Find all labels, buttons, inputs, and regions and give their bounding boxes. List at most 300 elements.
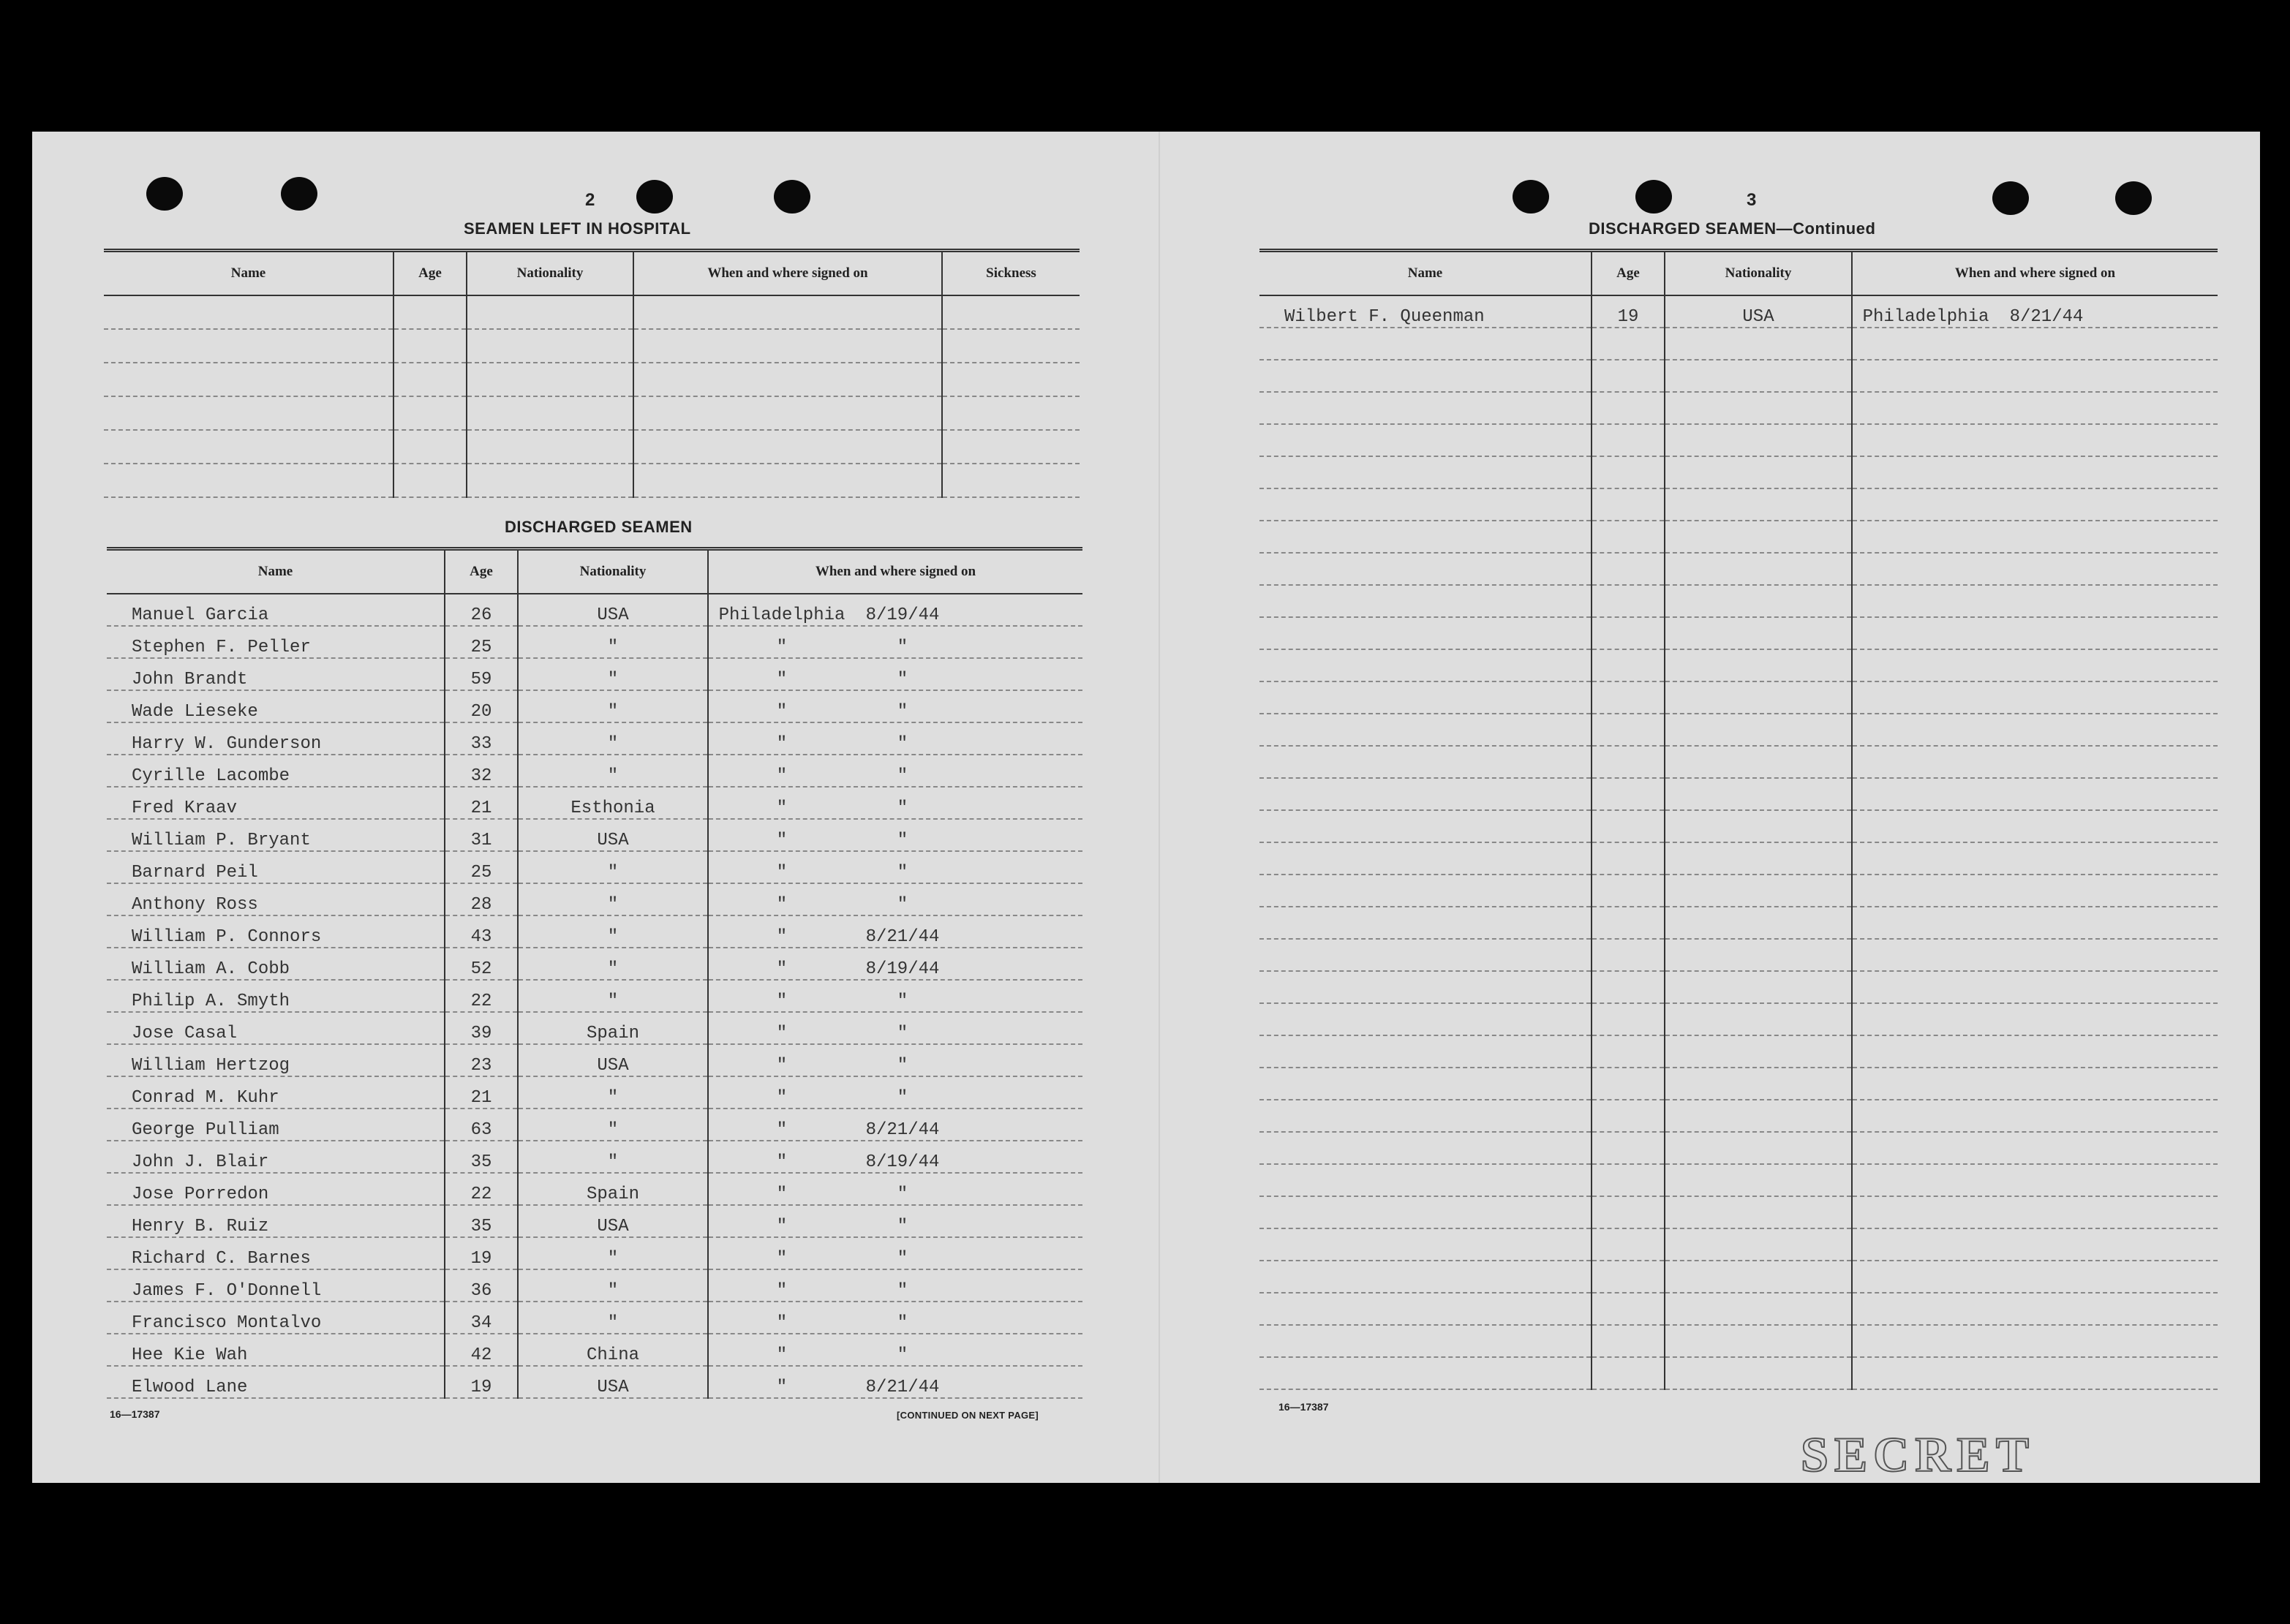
seaman-nationality: China <box>518 1334 708 1366</box>
document-sheet <box>32 132 2260 1483</box>
blank-row <box>1259 617 2218 649</box>
secret-stamp: SECRET <box>1801 1427 2035 1482</box>
table-row <box>107 883 1082 915</box>
signed-on-cell <box>1852 295 2218 328</box>
table-cell <box>1665 392 1852 424</box>
seaman-name: Fred Kraav <box>107 787 445 819</box>
table-cell <box>1592 1228 1665 1261</box>
table-row <box>104 295 1080 329</box>
table-cell <box>1592 649 1665 681</box>
table-cell <box>1852 1261 2218 1293</box>
table-cell <box>393 363 467 396</box>
seaman-nationality: " <box>518 626 708 658</box>
table-row <box>107 1044 1082 1076</box>
seaman-nationality: " <box>518 980 708 1012</box>
table-cell <box>1259 971 1592 1003</box>
table-cell <box>1665 328 1852 360</box>
blank-row <box>1259 488 2218 521</box>
signed-on-place: " <box>776 1281 788 1301</box>
table-cell <box>1665 1325 1852 1357</box>
seaman-nationality: USA <box>518 594 708 626</box>
signed-on-cell <box>708 915 1082 948</box>
signed-on-date: " <box>897 702 908 722</box>
table-cell <box>1852 875 2218 907</box>
signed-on-place: " <box>776 831 788 850</box>
blank-row <box>1259 907 2218 939</box>
table-cell <box>1665 1261 1852 1293</box>
blank-row <box>1259 424 2218 456</box>
page-number: 3 <box>1747 190 1757 210</box>
table-cell <box>1852 810 2218 842</box>
blank-row <box>1259 746 2218 778</box>
table-cell <box>1259 328 1592 360</box>
seaman-nationality: " <box>518 851 708 883</box>
seaman-name: Conrad M. Kuhr <box>107 1076 445 1109</box>
punch-hole <box>1635 180 1672 214</box>
blank-row <box>1259 1357 2218 1389</box>
signed-on-place: " <box>776 702 788 722</box>
blank-row <box>1259 521 2218 553</box>
blank-row <box>1259 1068 2218 1100</box>
blank-row <box>1259 585 2218 617</box>
signed-on-place: " <box>776 1152 788 1172</box>
blank-row <box>1259 681 2218 714</box>
table-cell <box>1592 971 1665 1003</box>
table-cell <box>1592 714 1665 746</box>
table-cell <box>1259 1357 1592 1389</box>
signed-on-cell <box>708 1044 1082 1076</box>
table-cell <box>1665 585 1852 617</box>
column-header-signed-on: When and where signed on <box>1852 251 2218 296</box>
signed-on-cell <box>708 819 1082 851</box>
table-row <box>107 755 1082 787</box>
table-cell <box>1259 424 1592 456</box>
seaman-name: Jose Casal <box>107 1012 445 1044</box>
table-cell <box>1259 521 1592 553</box>
signed-on-date: " <box>897 992 908 1011</box>
table-cell <box>1665 939 1852 971</box>
blank-row <box>1259 1003 2218 1035</box>
table-cell <box>1259 907 1592 939</box>
table-row <box>107 980 1082 1012</box>
table-cell <box>1665 521 1852 553</box>
signed-on-place: " <box>776 1313 788 1333</box>
table-cell <box>467 396 633 430</box>
table-cell <box>104 430 393 464</box>
blank-row <box>1259 810 2218 842</box>
column-header-nationality: Nationality <box>467 251 633 296</box>
table-cell <box>1592 1164 1665 1196</box>
signed-on-cell <box>708 1366 1082 1398</box>
table-cell <box>1852 553 2218 585</box>
seaman-name: Francisco Montalvo <box>107 1302 445 1334</box>
table-row <box>107 851 1082 883</box>
signed-on-date: " <box>897 831 908 850</box>
table-cell <box>1592 842 1665 875</box>
seaman-age: 59 <box>445 658 518 690</box>
signed-on-place: " <box>776 1088 788 1108</box>
right-page <box>1159 132 2260 1483</box>
table-cell <box>1592 1325 1665 1357</box>
table-cell <box>1592 617 1665 649</box>
seaman-age: 21 <box>445 1076 518 1109</box>
seaman-nationality: " <box>518 1141 708 1173</box>
signed-on-date: 8/19/44 <box>865 959 940 979</box>
table-cell <box>1852 842 2218 875</box>
signed-on-place: " <box>776 798 788 818</box>
signed-on-date: " <box>897 734 908 754</box>
seaman-age: 36 <box>445 1269 518 1302</box>
table-cell <box>1592 1068 1665 1100</box>
table-cell <box>467 464 633 497</box>
seaman-name: Stephen F. Peller <box>107 626 445 658</box>
table-cell <box>942 363 1080 396</box>
blank-row <box>1259 1293 2218 1325</box>
signed-on-date: " <box>897 895 908 915</box>
blank-row <box>1259 939 2218 971</box>
column-header-age: Age <box>445 549 518 594</box>
table-row <box>107 1269 1082 1302</box>
signed-on-cell <box>708 883 1082 915</box>
table-cell <box>942 396 1080 430</box>
seaman-name: Hee Kie Wah <box>107 1334 445 1366</box>
table-cell <box>1852 585 2218 617</box>
blank-row <box>1259 714 2218 746</box>
table-cell <box>1665 681 1852 714</box>
table-row <box>107 1109 1082 1141</box>
table-cell <box>1259 1196 1592 1228</box>
table-cell <box>1852 1100 2218 1132</box>
signed-on-date: 8/21/44 <box>865 927 940 947</box>
signed-on-cell <box>708 594 1082 626</box>
seaman-nationality: " <box>518 1269 708 1302</box>
punch-hole <box>636 180 673 214</box>
table-cell <box>1259 714 1592 746</box>
signed-on-cell <box>708 722 1082 755</box>
table-cell <box>1852 907 2218 939</box>
signed-on-cell <box>708 1173 1082 1205</box>
table-row <box>107 915 1082 948</box>
table-cell <box>1259 488 1592 521</box>
table-cell <box>1665 810 1852 842</box>
seaman-nationality: " <box>518 658 708 690</box>
table-cell <box>1259 617 1592 649</box>
seaman-age: 63 <box>445 1109 518 1141</box>
seaman-nationality: USA <box>1665 295 1852 328</box>
table-row <box>107 594 1082 626</box>
seaman-age: 22 <box>445 980 518 1012</box>
table-cell <box>1259 1293 1592 1325</box>
table-cell <box>1592 456 1665 488</box>
punch-hole <box>774 180 810 214</box>
table-row <box>104 363 1080 396</box>
table-row <box>1259 295 2218 328</box>
seaman-nationality: " <box>518 1109 708 1141</box>
blank-row <box>1259 1035 2218 1068</box>
blank-row <box>1259 649 2218 681</box>
signed-on-cell <box>708 658 1082 690</box>
table-cell <box>104 329 393 363</box>
seaman-nationality: " <box>518 915 708 948</box>
seaman-age: 23 <box>445 1044 518 1076</box>
signed-on-date: " <box>897 1185 908 1204</box>
table-cell <box>1852 649 2218 681</box>
table-cell <box>1665 649 1852 681</box>
signed-on-place: " <box>776 638 788 657</box>
table-row <box>104 464 1080 497</box>
seaman-age: 35 <box>445 1205 518 1237</box>
table-cell <box>1665 1164 1852 1196</box>
table-cell <box>1665 553 1852 585</box>
table-cell <box>104 464 393 497</box>
signed-on-place: " <box>776 1345 788 1365</box>
punch-hole <box>1992 181 2029 215</box>
table-cell <box>942 329 1080 363</box>
table-cell <box>1852 1228 2218 1261</box>
seaman-age: 25 <box>445 851 518 883</box>
table-cell <box>1592 585 1665 617</box>
form-number: 16—17387 <box>1278 1401 1329 1413</box>
signed-on-place: " <box>776 927 788 947</box>
table-cell <box>1259 392 1592 424</box>
seaman-age: 33 <box>445 722 518 755</box>
table-row <box>104 430 1080 464</box>
table-cell <box>1259 778 1592 810</box>
signed-on-cell <box>708 1237 1082 1269</box>
table-cell <box>633 430 942 464</box>
seaman-age: 39 <box>445 1012 518 1044</box>
table-row <box>107 1302 1082 1334</box>
table-cell <box>467 363 633 396</box>
seaman-name: John J. Blair <box>107 1141 445 1173</box>
page-number: 2 <box>585 190 595 210</box>
seaman-age: 31 <box>445 819 518 851</box>
table-cell <box>1665 778 1852 810</box>
table-cell <box>1665 1357 1852 1389</box>
table-row <box>107 690 1082 722</box>
table-cell <box>1665 617 1852 649</box>
signed-on-date: " <box>897 798 908 818</box>
seaman-nationality: " <box>518 722 708 755</box>
seaman-age: 25 <box>445 626 518 658</box>
table-cell <box>1259 1003 1592 1035</box>
signed-on-date: " <box>897 1024 908 1043</box>
column-header-name: Name <box>107 549 445 594</box>
seaman-name: William A. Cobb <box>107 948 445 980</box>
signed-on-cell <box>708 787 1082 819</box>
hospital-table <box>104 249 1080 498</box>
seaman-name: Richard C. Barnes <box>107 1237 445 1269</box>
signed-on-cell <box>708 980 1082 1012</box>
signed-on-place: " <box>776 863 788 883</box>
table-cell <box>633 329 942 363</box>
blank-row <box>1259 971 2218 1003</box>
table-cell <box>1259 681 1592 714</box>
table-cell <box>1665 488 1852 521</box>
seaman-name: Cyrille Lacombe <box>107 755 445 787</box>
column-header-age: Age <box>1592 251 1665 296</box>
table-cell <box>1665 1003 1852 1035</box>
table-cell <box>1665 1132 1852 1164</box>
seaman-name: Wade Lieseke <box>107 690 445 722</box>
blank-row <box>1259 360 2218 392</box>
signed-on-cell <box>708 1334 1082 1366</box>
column-header-name: Name <box>104 251 393 296</box>
seaman-nationality: USA <box>518 1044 708 1076</box>
table-cell <box>104 295 393 329</box>
seaman-age: 52 <box>445 948 518 980</box>
table-row <box>107 1205 1082 1237</box>
table-cell <box>1665 360 1852 392</box>
table-row <box>107 658 1082 690</box>
table-row <box>107 787 1082 819</box>
seaman-name: William Hertzog <box>107 1044 445 1076</box>
seaman-nationality: " <box>518 1237 708 1269</box>
table-cell <box>1665 1196 1852 1228</box>
blank-row <box>1259 1196 2218 1228</box>
table-cell <box>1665 746 1852 778</box>
signed-on-date: 8/19/44 <box>865 605 940 625</box>
seaman-age: 20 <box>445 690 518 722</box>
seaman-name: George Pulliam <box>107 1109 445 1141</box>
signed-on-date: 8/21/44 <box>865 1120 940 1140</box>
seaman-nationality: Esthonia <box>518 787 708 819</box>
table-cell <box>633 295 942 329</box>
seaman-age: 21 <box>445 787 518 819</box>
signed-on-cell <box>708 755 1082 787</box>
seaman-name: Wilbert F. Queenman <box>1259 295 1592 328</box>
table-cell <box>1665 842 1852 875</box>
table-cell <box>1259 810 1592 842</box>
column-header-sickness: Sickness <box>942 251 1080 296</box>
signed-on-date: " <box>897 1217 908 1236</box>
table-cell <box>1592 681 1665 714</box>
table-cell <box>1852 1357 2218 1389</box>
seaman-nationality: " <box>518 1302 708 1334</box>
table-cell <box>1852 1325 2218 1357</box>
table-cell <box>1665 907 1852 939</box>
table-cell <box>1259 1325 1592 1357</box>
table-cell <box>104 363 393 396</box>
table-cell <box>1852 778 2218 810</box>
signed-on-cell <box>708 690 1082 722</box>
signed-on-place: " <box>776 992 788 1011</box>
signed-on-date: " <box>897 1345 908 1365</box>
seaman-name: Elwood Lane <box>107 1366 445 1398</box>
seaman-age: 32 <box>445 755 518 787</box>
table-cell <box>1259 360 1592 392</box>
table-cell <box>1259 1068 1592 1100</box>
table-cell <box>1852 424 2218 456</box>
table-cell <box>467 295 633 329</box>
table-cell <box>1592 746 1665 778</box>
table-cell <box>1665 424 1852 456</box>
seaman-age: 35 <box>445 1141 518 1173</box>
signed-on-place: Philadelphia <box>718 605 845 625</box>
seaman-nationality: USA <box>518 819 708 851</box>
seaman-age: 28 <box>445 883 518 915</box>
table-cell <box>1852 681 2218 714</box>
blank-row <box>1259 1228 2218 1261</box>
signed-on-date: " <box>897 1313 908 1333</box>
column-header-age: Age <box>393 251 467 296</box>
signed-on-cell <box>708 948 1082 980</box>
table-cell <box>1592 907 1665 939</box>
table-cell <box>1592 1132 1665 1164</box>
signed-on-place: " <box>776 959 788 979</box>
table-cell <box>1665 456 1852 488</box>
table-cell <box>1852 328 2218 360</box>
signed-on-date: " <box>897 1281 908 1301</box>
signed-on-place: " <box>776 895 788 915</box>
table-cell <box>467 329 633 363</box>
seaman-age: 34 <box>445 1302 518 1334</box>
blank-row <box>1259 1132 2218 1164</box>
table-cell <box>393 396 467 430</box>
table-cell <box>942 295 1080 329</box>
seaman-age: 19 <box>445 1366 518 1398</box>
table-cell <box>1259 1132 1592 1164</box>
table-cell <box>1852 360 2218 392</box>
signed-on-date: " <box>897 638 908 657</box>
table-cell <box>1259 456 1592 488</box>
table-cell <box>1852 488 2218 521</box>
seaman-name: John Brandt <box>107 658 445 690</box>
signed-on-place: " <box>776 1249 788 1269</box>
discharged-section-title: DISCHARGED SEAMEN <box>505 518 693 536</box>
table-row <box>107 626 1082 658</box>
table-cell <box>1259 939 1592 971</box>
table-cell <box>1259 746 1592 778</box>
signed-on-place: " <box>776 1185 788 1204</box>
table-cell <box>1592 1357 1665 1389</box>
table-cell <box>1665 1035 1852 1068</box>
signed-on-place: " <box>776 734 788 754</box>
section-title-main: DISCHARGED SEAMEN <box>1589 219 1777 238</box>
table-cell <box>1852 746 2218 778</box>
seaman-nationality: " <box>518 1076 708 1109</box>
signed-on-place: " <box>776 1120 788 1140</box>
table-row <box>107 1173 1082 1205</box>
table-cell <box>1259 1100 1592 1132</box>
table-cell <box>1592 939 1665 971</box>
table-cell <box>1592 1261 1665 1293</box>
table-cell <box>1592 1196 1665 1228</box>
seaman-name: Manuel Garcia <box>107 594 445 626</box>
table-cell <box>1259 649 1592 681</box>
seaman-age: 22 <box>445 1173 518 1205</box>
table-cell <box>1592 328 1665 360</box>
table-cell <box>1852 392 2218 424</box>
punch-hole <box>2115 181 2152 215</box>
seaman-name: William P. Bryant <box>107 819 445 851</box>
signed-on-cell <box>708 1141 1082 1173</box>
seaman-nationality: " <box>518 948 708 980</box>
table-row <box>107 948 1082 980</box>
table-row <box>107 1076 1082 1109</box>
table-cell <box>1852 1196 2218 1228</box>
signed-on-place: " <box>776 1378 788 1397</box>
seaman-nationality: " <box>518 883 708 915</box>
discharged-continued-title <box>1589 219 1875 238</box>
signed-on-date: " <box>897 1056 908 1076</box>
table-cell <box>1592 1293 1665 1325</box>
form-number: 16—17387 <box>110 1408 160 1420</box>
seaman-nationality: USA <box>518 1205 708 1237</box>
signed-on-cell <box>708 1205 1082 1237</box>
table-cell <box>1259 1261 1592 1293</box>
blank-row <box>1259 456 2218 488</box>
